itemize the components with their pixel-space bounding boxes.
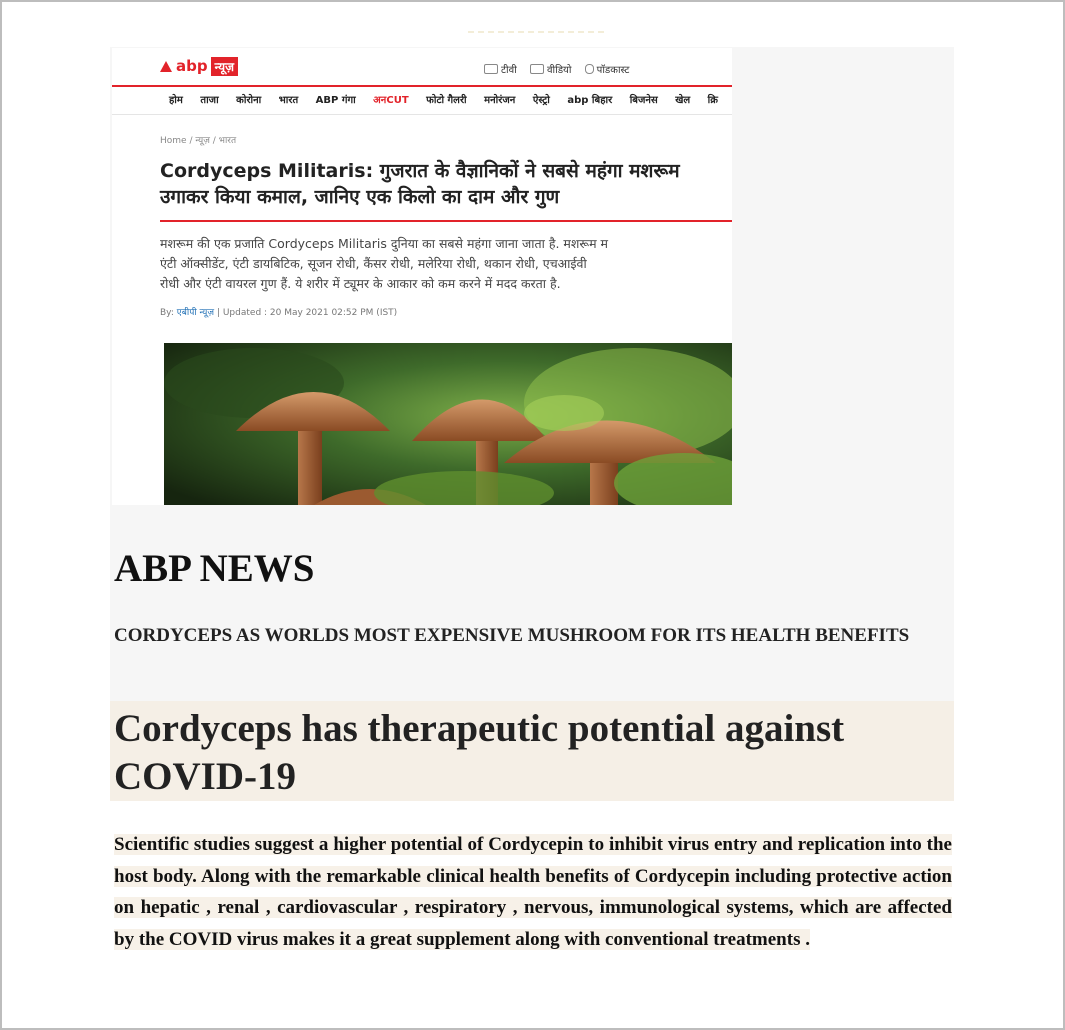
nav-item-corona[interactable]: कोरोना — [236, 95, 262, 106]
abp-news-heading: ABP NEWS — [114, 547, 315, 590]
utility-video-label: वीडियो — [546, 65, 572, 76]
subheading: CORDYCEPS AS WORLDS MOST EXPENSIVE MUSHROOM FOR ITS HEALTH BENEFITS — [114, 625, 910, 646]
article-description — [160, 234, 732, 294]
nav-item-sports[interactable]: खेल — [675, 95, 691, 106]
site-header — [112, 48, 732, 87]
utility-tv-label: टीवी — [501, 65, 517, 76]
utility-podcast-label: पॉडकास्ट — [596, 65, 630, 76]
nav-item-business[interactable]: बिजनेस — [629, 95, 658, 106]
utility-video[interactable] — [530, 65, 571, 76]
nav-item-abp-bihar[interactable]: abp बिहार — [567, 95, 613, 106]
breadcrumb: Home / न्यूज़ / भारत — [160, 136, 237, 146]
description-line-3: रोधी और एंटी वायरल गुण हैं. ये शरीर में ट्यूमर के आकार को कम करने में मदद करता है. — [160, 276, 561, 291]
nav-divider — [112, 114, 732, 115]
microphone-icon — [585, 64, 594, 74]
byline — [160, 305, 397, 318]
tv-icon — [484, 64, 498, 74]
nav-item-photo-gallery[interactable]: फोटो गैलरी — [426, 95, 467, 106]
nav-item-latest[interactable]: ताजा — [200, 95, 219, 106]
nav-item-astro[interactable]: ऐस्ट्रो — [532, 95, 550, 106]
nav-item-uncut[interactable]: अनCUT — [373, 95, 409, 106]
callout-title: Cordyceps has therapeutic potential against COVID-19 — [114, 707, 845, 798]
title-divider — [160, 220, 732, 222]
news-screenshot — [112, 48, 732, 505]
utility-links — [484, 62, 639, 76]
description-line-2: एंटी ऑक्सीडेंट, एंटी डायबिटिक, सूजन रोधी, कैंसर रोधी, मलेरिया रोधी, थकान रोधी, एचआईवी — [160, 256, 587, 271]
nav-item-abp-ganga[interactable]: ABP गंगा — [315, 95, 356, 106]
nav-item-cricket[interactable]: क्रि — [707, 95, 718, 106]
decorative-dashes — [468, 31, 604, 33]
byline-updated: | Updated : 20 May 2021 02:52 PM (IST) — [216, 308, 398, 318]
article-title: Cordyceps Militaris: गुजरात के वैज्ञानिकों ने सबसे महंगा मशरूम उगाकर किया कमाल, जानिए एक किलो का दाम और गुण — [160, 160, 680, 208]
byline-author[interactable]: एबीपी न्यूज़ — [176, 308, 215, 318]
byline-prefix: By: — [160, 308, 174, 318]
play-icon — [530, 64, 544, 74]
utility-tv[interactable] — [484, 65, 517, 76]
logo-badge: न्यूज़ — [211, 57, 238, 76]
nav-item-entertainment[interactable]: मनोरंजन — [484, 95, 516, 106]
utility-podcast[interactable] — [585, 65, 630, 76]
body-paragraph — [114, 829, 952, 955]
body-text: Scientific studies suggest a higher potential of Cordycepin to inhibit virus entry and replication into the host body. Along with the remarkable clinical health benefits of Cordycepin including protective action on hepatic , renal , cardiovascular , respiratory , nervous, immunological systems, which are affected by the COVID virus makes it a great supplement along with conventional treatments . — [114, 834, 952, 950]
logo-triangle-icon — [160, 61, 172, 72]
logo-brand: abp — [176, 57, 208, 75]
nav-item-home[interactable]: होम — [169, 95, 183, 106]
nav-item-india[interactable]: भारत — [278, 95, 299, 106]
abp-logo[interactable] — [160, 57, 238, 76]
description-line-1: मशरूम की एक प्रजाति Cordyceps Militaris दुनिया का सबसे महंगा जाना जाता है. मशरूम म — [160, 236, 609, 251]
main-nav — [112, 92, 732, 112]
mushroom-photo — [164, 343, 732, 505]
